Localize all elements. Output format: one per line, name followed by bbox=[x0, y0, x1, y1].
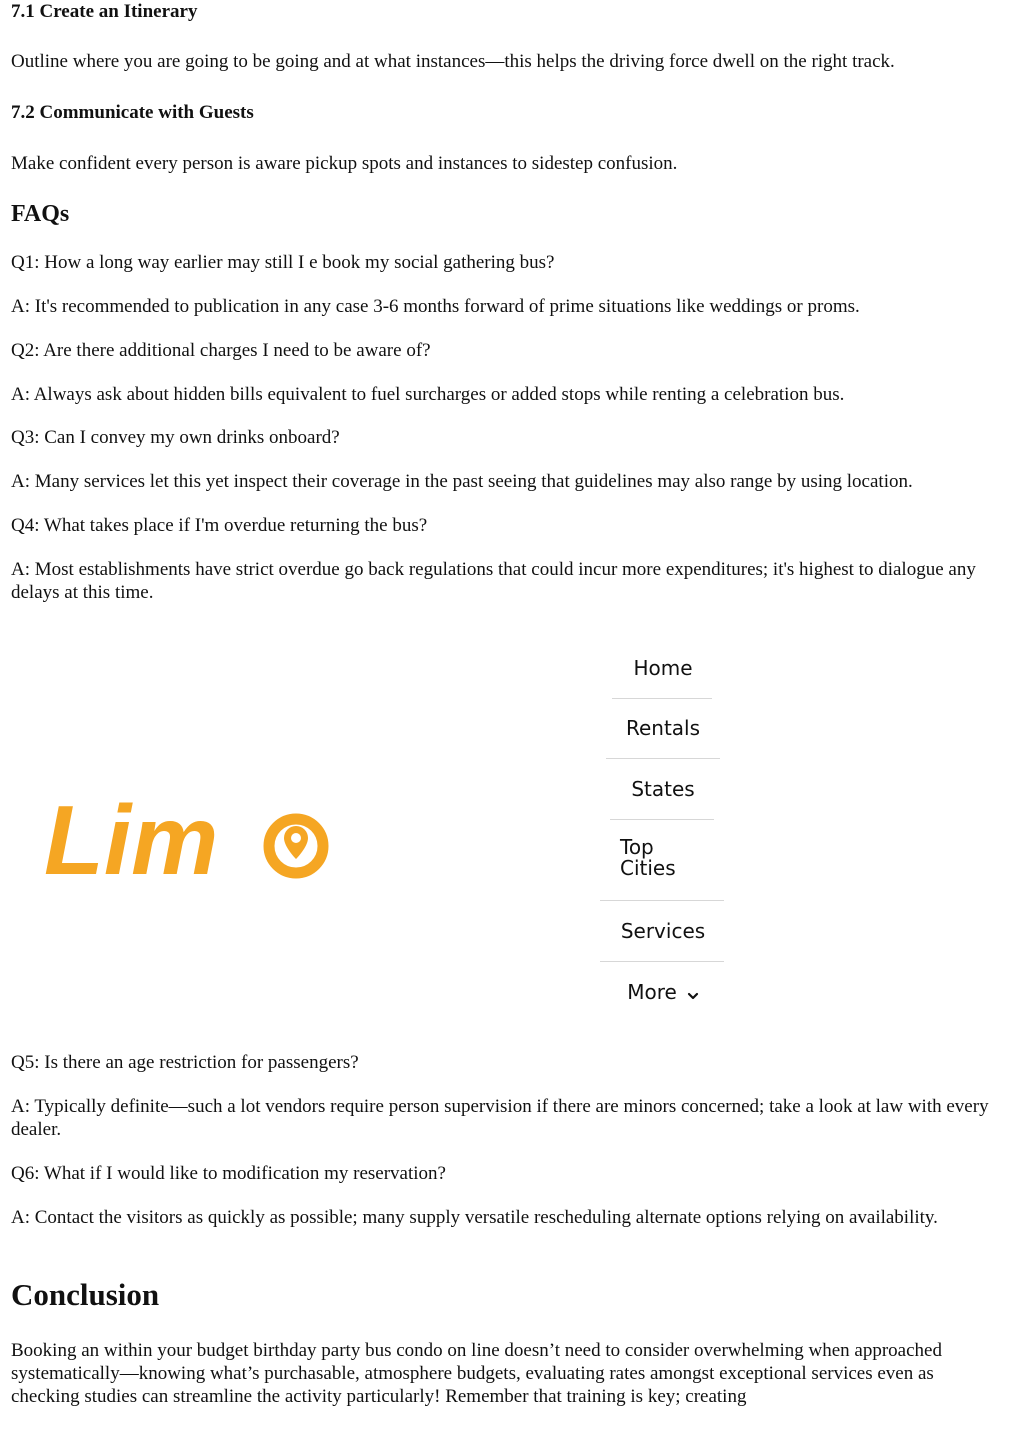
nav-item-more[interactable] bbox=[600, 980, 726, 1006]
nav-divider bbox=[600, 961, 724, 962]
section-heading-itinerary: 7.1 Create an Itinerary bbox=[11, 1, 198, 22]
conclusion-text: Booking an within your budget birthday party bus condo on line doesn’t need to consider overwhelming when approached systematically—knowing what’s purchasable, atmosphere budgets, evaluating rates amongst exceptional services even as checking studies can streamline the activity particularly! Remember that training is key; creating bbox=[11, 1340, 942, 1407]
limo-logo[interactable] bbox=[44, 790, 344, 890]
faq-question: Q2: Are there additional charges I need to be aware of? bbox=[11, 340, 431, 361]
nav-divider bbox=[606, 758, 720, 759]
logo-text-letters: Lim bbox=[44, 790, 219, 890]
section-text-itinerary: Outline where you are going to be going and at what instances—this helps the driving force dwell on the right track. bbox=[11, 51, 895, 72]
faq-answer: A: It's recommended to publication in any case 3-6 months forward of prime situations like weddings or proms. bbox=[11, 296, 860, 317]
faq-answer: A: Typically definite—such a lot vendors require person supervision if there are minors concerned; take a look at law with every dealer. bbox=[11, 1096, 989, 1140]
location-pin-o-icon bbox=[269, 819, 323, 873]
nav-item-top-cities[interactable]: Top Cities bbox=[620, 835, 676, 880]
nav-item-services[interactable]: Services bbox=[620, 919, 706, 943]
section-heading-guests: 7.2 Communicate with Guests bbox=[11, 102, 254, 123]
nav-item-home[interactable]: Home bbox=[633, 656, 693, 680]
nav-item-more-label: More bbox=[627, 980, 677, 1004]
site-header-banner bbox=[0, 638, 1024, 1018]
chevron-down-icon bbox=[687, 982, 699, 1006]
conclusion-heading: Conclusion bbox=[11, 1277, 160, 1312]
nav-divider bbox=[600, 900, 724, 901]
faq-answer: A: Always ask about hidden bills equivalent to fuel surcharges or added stops while renting a celebration bus. bbox=[11, 384, 845, 405]
faq-question: Q1: How a long way earlier may still I e book my social gathering bus? bbox=[11, 252, 555, 273]
section-text-guests: Make confident every person is aware pickup spots and instances to sidestep confusion. bbox=[11, 153, 678, 174]
faqs-heading: FAQs bbox=[11, 201, 70, 227]
faq-question: Q6: What if I would like to modification my reservation? bbox=[11, 1163, 446, 1184]
faq-question: Q4: What takes place if I'm overdue returning the bus? bbox=[11, 515, 428, 536]
faq-question: Q3: Can I convey my own drinks onboard? bbox=[11, 427, 340, 448]
nav-divider bbox=[612, 698, 712, 699]
faq-answer: A: Many services let this yet inspect their coverage in the past seeing that guidelines may also range by using location. bbox=[11, 471, 913, 492]
faq-answer: A: Contact the visitors as quickly as possible; many supply versatile rescheduling alternate options relying on availability. bbox=[11, 1207, 938, 1228]
nav-item-rentals[interactable]: Rentals bbox=[625, 716, 701, 740]
nav-item-states[interactable]: States bbox=[631, 777, 695, 801]
faq-answer: A: Most establishments have strict overdue go back regulations that could incur more expenditures; it's highest to dialogue any delays at this time. bbox=[11, 559, 976, 603]
faq-question: Q5: Is there an age restriction for passengers? bbox=[11, 1052, 359, 1073]
nav-divider bbox=[610, 819, 714, 820]
